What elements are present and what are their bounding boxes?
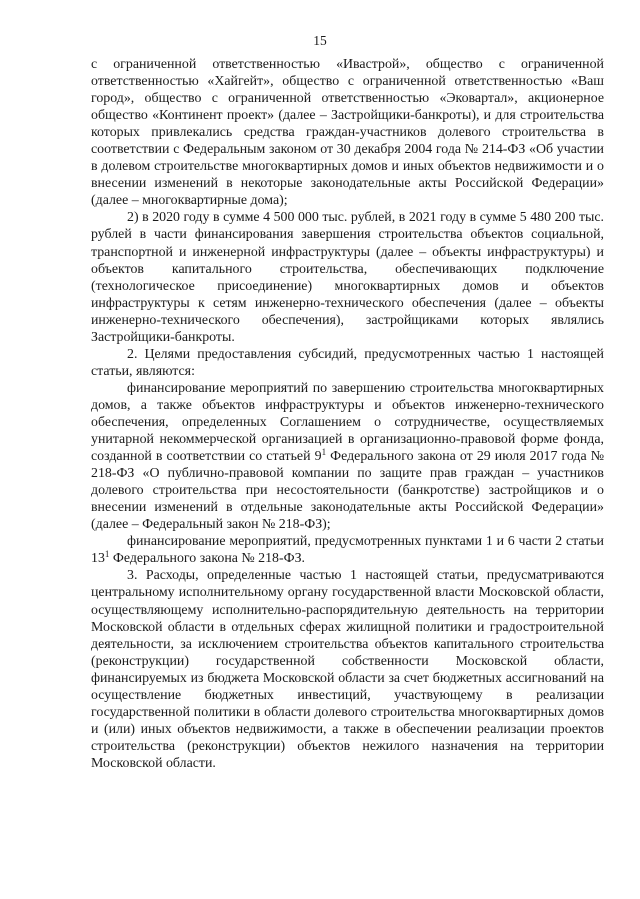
paragraph-text: 2. Целями предоставления субсидий, предусмотренных частью 1 настоящей статьи, являются: <box>91 346 604 379</box>
paragraph-section-2 <box>91 346 604 380</box>
paragraph-item-2 <box>91 209 604 345</box>
paragraph-goal-1 <box>91 380 604 533</box>
paragraph-goal-2 <box>91 533 604 567</box>
paragraph-section-3 <box>91 567 604 772</box>
paragraph-text: Федерального закона от 29 июля 2017 года № 218-ФЗ «О публично-правовой компании по защите прав граждан – участников долевого строительства при несостоятельности (банкротстве) застройщиков и о внесении изменений в отдельные законодательные акты Российской Федерации» (далее – Федеральный закон № 218-ФЗ); <box>91 449 604 533</box>
page-number: 15 <box>313 33 327 48</box>
superscript-index: 1 <box>104 549 110 560</box>
superscript-index: 1 <box>321 447 327 458</box>
document-body <box>91 56 604 772</box>
paragraph-text: 2) в 2020 году в сумме 4 500 000 тыс. рублей, в 2021 году в сумме 5 480 200 тыс. рублей в части финансирования завершения строительства объектов социальной, транспортной и инженерной инфраструктуры (далее – объекты инфраструктуры) и объектов капитального строительства, обеспечивающих подключение (технологическое присоединение) многоквартирных домов и объектов инфраструктуры к сетям инженерно-технического обеспечения (далее – объекты инженерно-технического обеспечения), застройщиками которых являлись Застройщики-банкроты. <box>91 210 604 345</box>
paragraph-text: с ограниченной ответственностью «Ивастрой», общество с ограниченной ответственностью «Хайгейт», общество с ограниченной ответственностью «Ваш город», общество с ограниченной ответственностью «Эковартал», акционерное общество «Континент проект» (далее – Застройщики-банкроты), и для строительства которых привлекались средства граждан-участников долевого строительства в соответствии с Федеральным законом от 30 декабря 2004 года № 214-ФЗ «Об участии в долевом строительстве многоквартирных домов и иных объектов недвижимости и о внесении изменений в некоторые законодательные акты Российской Федерации» (далее – многоквартирные дома); <box>91 57 604 209</box>
paragraph-text: Федерального закона № 218-ФЗ. <box>109 551 306 567</box>
paragraph-text: 3. Расходы, определенные частью 1 настоящей статьи, предусматриваются центральному исполнительному органу государственной власти Московской области, осуществляющему исполнительно-распорядительную деятельность на территории Московской области в отдельных сферах жилищной политики и градостроительной деятельности, за исключением строительства объектов капитального строительства (реконструкции) государственной собственности Московской области, финансируемых из бюджета Московской области за счет бюджетных ассигнований на осуществление бюджетных инвестиций, участвующему в реализации государственной политики в области долевого строительства многоквартирных домов и (или) иных объектов недвижимости, а также в обеспечении реализации проектов строительства (реконструкции) объектов нежилого назначения на территории Московской области. <box>91 568 604 771</box>
paragraph-text: финансирование мероприятий, предусмотренных пунктами 1 и 6 части 2 статьи 13 <box>91 534 604 567</box>
paragraph-list-continuation <box>91 56 604 209</box>
paragraph-text: финансирование мероприятий по завершению строительства многоквартирных домов, а также объектов инфраструктуры и объектов инженерно-технического обеспечения, определенных Соглашением о сотрудничестве, осуществляемых унитарной некоммерческой организацией в организационно-правовой форме фонда, созданной в соответствии со статьей 9 <box>91 380 604 465</box>
